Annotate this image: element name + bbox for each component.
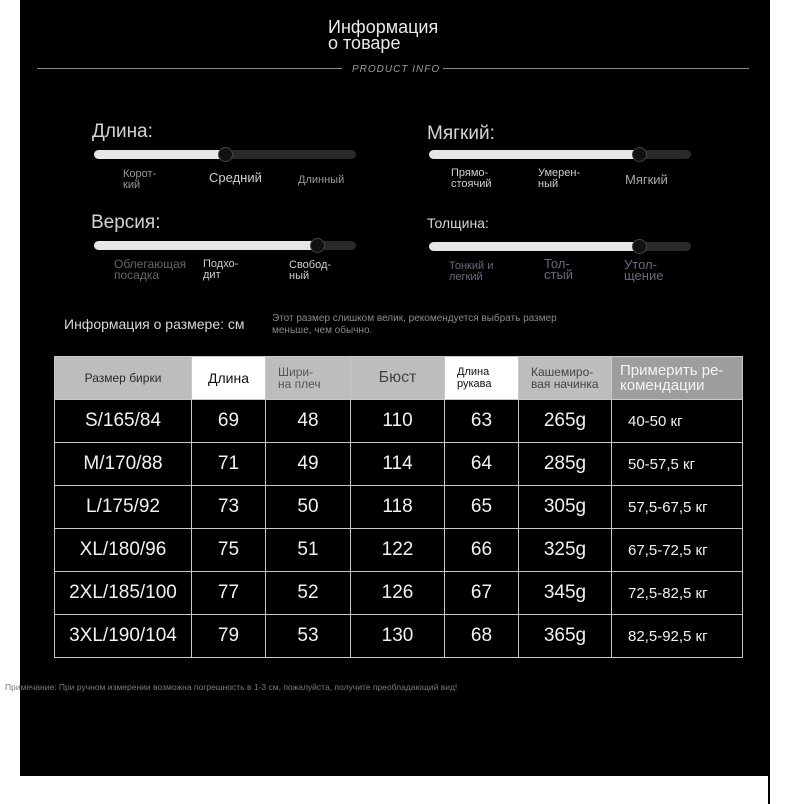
cell-cashmere-filling: 365g [519, 615, 612, 658]
cell-cashmere-filling: 345g [519, 572, 612, 615]
fit-option-loose: Свобод- ный [289, 259, 332, 282]
cell-shoulder-width: 51 [266, 529, 351, 572]
header-shoulder-width: Шири- на плеч [266, 357, 351, 400]
page-subtitle: PRODUCT INFO [352, 64, 441, 75]
fit-label: Версия: [91, 212, 161, 233]
cell-tag-size: 3XL/190/104 [55, 615, 192, 658]
softness-option-stiff: Прямо- стоячий [451, 167, 492, 190]
size-info-label: Информация о размере: см [64, 316, 245, 332]
cell-sleeve-length: 65 [445, 486, 519, 529]
thickness-slider [429, 242, 691, 251]
header-recommendation: Примерить ре- комендации [612, 357, 743, 400]
table-row [55, 529, 743, 572]
title-divider-left [37, 68, 342, 69]
cell-tag-size: S/165/84 [55, 400, 192, 443]
length-option-long: Длинный [298, 174, 345, 186]
cell-shoulder-width: 52 [266, 572, 351, 615]
fit-slider [94, 241, 356, 250]
cell-recommendation: 67,5-72,5 кг [612, 529, 743, 572]
cell-tag-size: M/170/88 [55, 443, 192, 486]
fit-option-slim: Облегающая посадка [114, 257, 187, 282]
footnote: Примечание: При ручном измерении возможна погрешность в 1-3 см, пожалуйста, получите преобладающий вид! [5, 682, 458, 692]
cell-bust: 126 [351, 572, 445, 615]
page-title: Информация о товаре [328, 17, 439, 53]
thickness-slider-knob [632, 239, 647, 254]
cell-cashmere-filling: 305g [519, 486, 612, 529]
cell-recommendation: 40-50 кг [612, 400, 743, 443]
cell-bust: 130 [351, 615, 445, 658]
title-divider-right [443, 68, 749, 69]
table-row [55, 486, 743, 529]
fit-slider-fill [94, 241, 317, 250]
header-length: Длина [192, 357, 266, 400]
fit-slider-knob [310, 238, 325, 253]
length-slider-knob [218, 147, 233, 162]
right-border [768, 776, 770, 804]
table-row [55, 443, 743, 486]
thickness-option-thickened: Утол- щение [624, 257, 664, 283]
table-body [55, 400, 743, 658]
cell-shoulder-width: 49 [266, 443, 351, 486]
thickness-option-thick: Тол- стый [544, 256, 574, 282]
softness-slider-fill [429, 150, 639, 159]
cell-length: 69 [192, 400, 266, 443]
cell-shoulder-width: 53 [266, 615, 351, 658]
table-row [55, 572, 743, 615]
softness-slider-knob [632, 147, 647, 162]
bottom-border [20, 774, 770, 776]
size-info-note: Этот размер слишком велик, рекомендуется выбрать размер меньше, чем обычно. [272, 313, 557, 336]
table-header-row [55, 357, 743, 400]
cell-sleeve-length: 66 [445, 529, 519, 572]
cell-sleeve-length: 64 [445, 443, 519, 486]
cell-cashmere-filling: 325g [519, 529, 612, 572]
size-table [54, 356, 743, 658]
fit-option-regular: Подхо- дит [203, 258, 239, 281]
cell-recommendation: 50-57,5 кг [612, 443, 743, 486]
cell-recommendation: 82,5-92,5 кг [612, 615, 743, 658]
cell-shoulder-width: 50 [266, 486, 351, 529]
cell-sleeve-length: 68 [445, 615, 519, 658]
length-slider [94, 150, 356, 159]
table-row [55, 615, 743, 658]
cell-bust: 118 [351, 486, 445, 529]
cell-sleeve-length: 67 [445, 572, 519, 615]
cell-sleeve-length: 63 [445, 400, 519, 443]
softness-option-soft: Мягкий [625, 172, 668, 187]
cell-tag-size: L/175/92 [55, 486, 192, 529]
header-tag-size: Размер бирки [55, 357, 192, 400]
header-cashmere-filling: Кашемиро- вая начинка [519, 357, 612, 400]
cell-length: 79 [192, 615, 266, 658]
softness-slider [429, 150, 691, 159]
cell-bust: 110 [351, 400, 445, 443]
thickness-label: Толщина: [427, 215, 489, 231]
cell-tag-size: 2XL/185/100 [55, 572, 192, 615]
length-option-short: Корот- кий [123, 168, 157, 191]
cell-cashmere-filling: 265g [519, 400, 612, 443]
thickness-slider-fill [429, 242, 639, 251]
length-slider-fill [94, 150, 225, 159]
cell-recommendation: 57,5-67,5 кг [612, 486, 743, 529]
cell-bust: 122 [351, 529, 445, 572]
cell-cashmere-filling: 285g [519, 443, 612, 486]
softness-label: Мягкий: [427, 123, 495, 144]
cell-length: 77 [192, 572, 266, 615]
header-sleeve-length: Длина рукава [445, 357, 519, 400]
cell-length: 73 [192, 486, 266, 529]
table-row [55, 400, 743, 443]
cell-shoulder-width: 48 [266, 400, 351, 443]
cell-recommendation: 72,5-82,5 кг [612, 572, 743, 615]
cell-length: 75 [192, 529, 266, 572]
length-option-medium: Средний [209, 170, 262, 185]
cell-bust: 114 [351, 443, 445, 486]
thickness-option-thin: Тонкий и легкий [449, 260, 494, 283]
softness-option-moderate: Умерен- ный [538, 167, 581, 190]
cell-tag-size: XL/180/96 [55, 529, 192, 572]
cell-length: 71 [192, 443, 266, 486]
length-label: Длина: [92, 121, 153, 142]
header-bust: Бюст [351, 357, 445, 400]
